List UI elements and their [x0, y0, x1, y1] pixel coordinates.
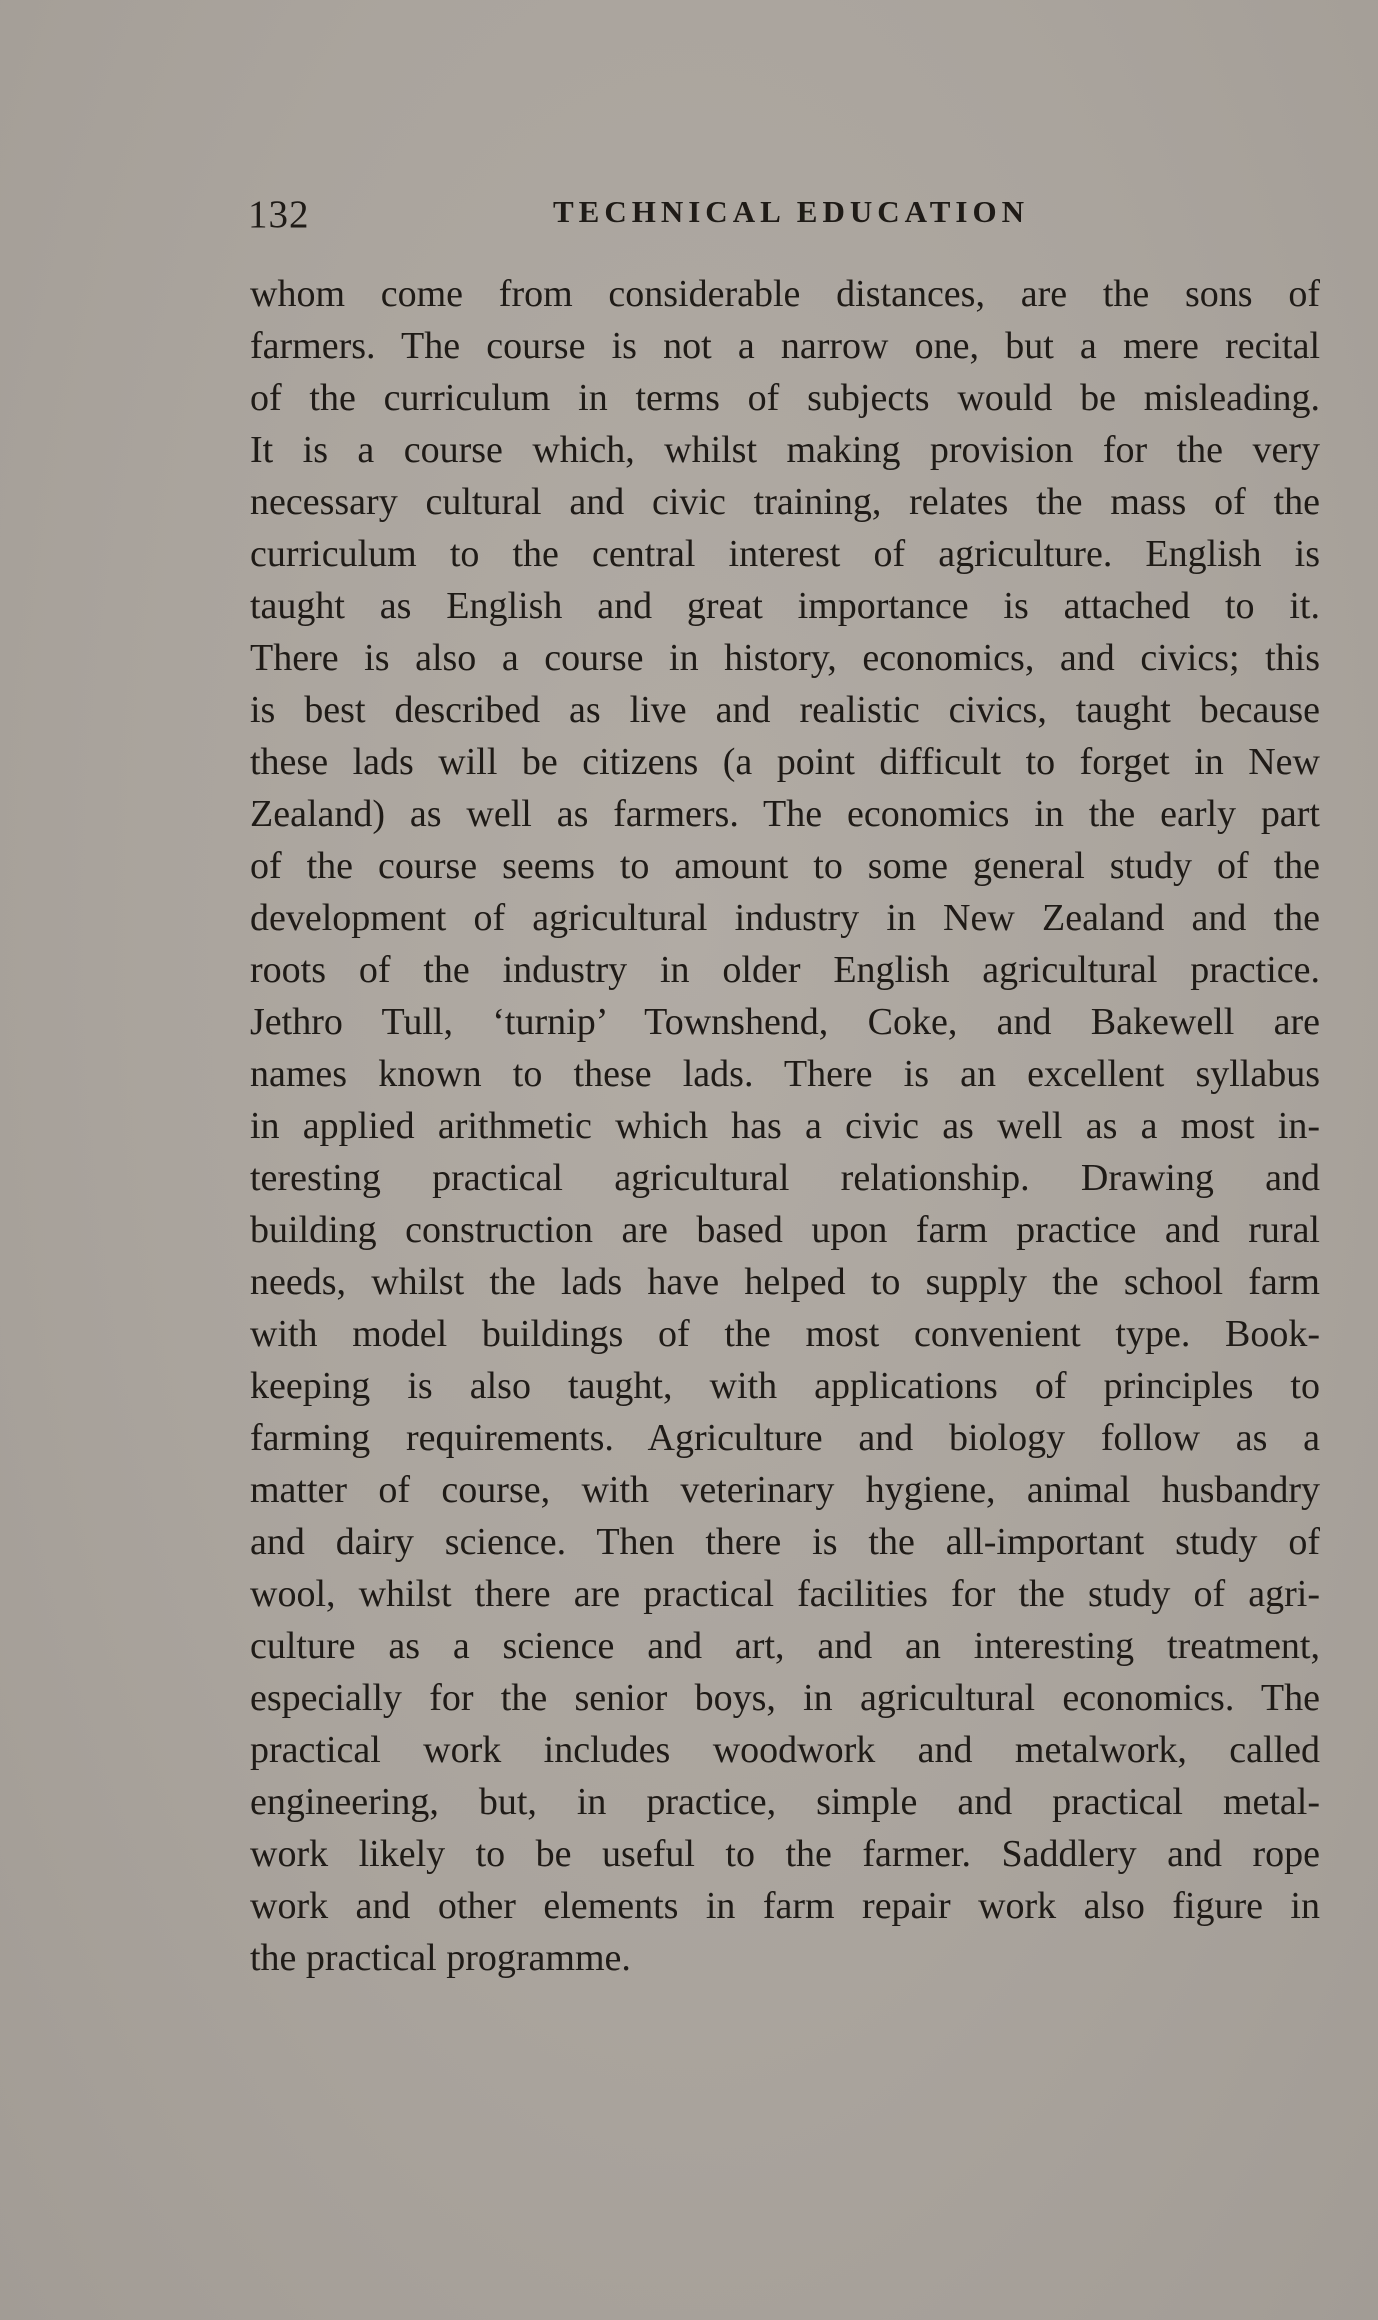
text-line: names known to these lads. There is an excellent syllabus [250, 1053, 1320, 1095]
running-head [248, 192, 1320, 242]
text-line: practical work includes woodwork and metalwork, called [250, 1729, 1320, 1771]
text-line: in applied arithmetic which has a civic as well as a most in- [250, 1105, 1320, 1147]
text-line: is best described as live and realistic civics, taught because [250, 689, 1320, 731]
text-line-last: the practical programme. [250, 1937, 631, 1979]
text-line: farmers. The course is not a narrow one, but a mere recital [250, 325, 1320, 367]
text-line: engineering, but, in practice, simple and practical metal- [250, 1781, 1320, 1823]
text-line: Zealand) as well as farmers. The economics in the early part [250, 793, 1320, 835]
text-line: of the course seems to amount to some general study of the [250, 845, 1320, 887]
text-line: needs, whilst the lads have helped to supply the school farm [250, 1261, 1320, 1303]
text-line: these lads will be citizens (a point difficult to forget in New [250, 741, 1320, 783]
text-line: teresting practical agricultural relationship. Drawing and [250, 1157, 1320, 1199]
text-line: curriculum to the central interest of agriculture. English is [250, 533, 1320, 575]
text-line: roots of the industry in older English agricultural practice. [250, 949, 1320, 991]
text-line: It is a course which, whilst making provision for the very [250, 429, 1320, 471]
text-line: matter of course, with veterinary hygiene, animal husbandry [250, 1469, 1320, 1511]
text-line: work and other elements in farm repair work also figure in [250, 1885, 1320, 1927]
text-line: of the curriculum in terms of subjects would be misleading. [250, 377, 1320, 419]
text-line: There is also a course in history, economics, and civics; this [250, 637, 1320, 679]
text-line: whom come from considerable distances, are the sons of [250, 273, 1320, 315]
text-line: wool, whilst there are practical facilities for the study of agri- [250, 1573, 1320, 1615]
running-title: TECHNICAL EDUCATION [553, 194, 1029, 229]
text-line: development of agricultural industry in New Zealand and the [250, 897, 1320, 939]
text-line: taught as English and great importance is attached to it. [250, 585, 1320, 627]
text-line: culture as a science and art, and an interesting treatment, [250, 1625, 1320, 1667]
text-line: building construction are based upon farm practice and rural [250, 1209, 1320, 1251]
text-line: farming requirements. Agriculture and biology follow as a [250, 1417, 1320, 1459]
text-line: Jethro Tull, ‘turnip’ Townshend, Coke, and Bakewell are [250, 1001, 1320, 1043]
page-number: 132 [248, 193, 310, 236]
text-line: necessary cultural and civic training, relates the mass of the [250, 481, 1320, 523]
text-line: work likely to be useful to the farmer. Saddlery and rope [250, 1833, 1320, 1875]
text-line: with model buildings of the most convenient type. Book- [250, 1313, 1320, 1355]
text-line: keeping is also taught, with applications of principles to [250, 1365, 1320, 1407]
body-text [250, 268, 1320, 1984]
text-line: and dairy science. Then there is the all-important study of [250, 1521, 1320, 1563]
text-line: especially for the senior boys, in agricultural economics. The [250, 1677, 1320, 1719]
